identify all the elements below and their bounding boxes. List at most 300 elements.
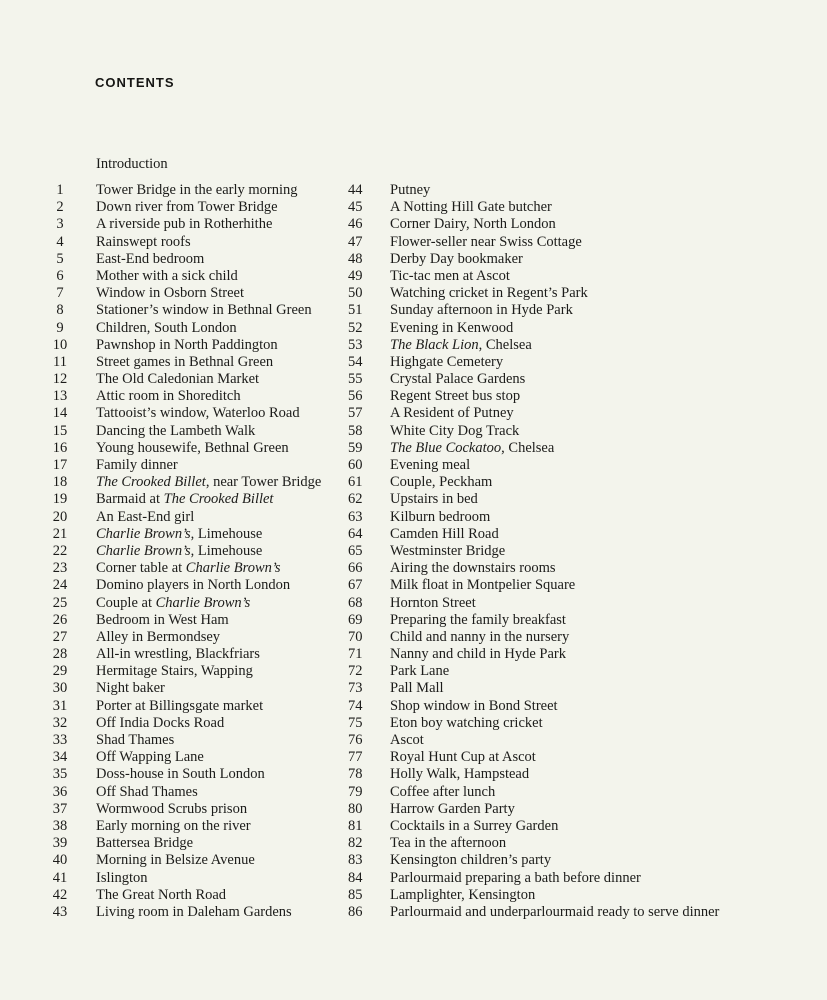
plate-number: 76 xyxy=(348,732,363,748)
plate-title xyxy=(80,835,193,852)
plate-title xyxy=(378,766,529,783)
contents-entry xyxy=(40,457,340,474)
plate-title xyxy=(378,388,520,405)
plate-title xyxy=(80,595,250,612)
plate-number: 75 xyxy=(348,714,363,731)
title-part: White City Dog Track xyxy=(390,422,520,439)
plate-number: 62 xyxy=(348,491,363,508)
contents-entry xyxy=(348,302,818,319)
plate-number: 59 xyxy=(348,439,363,456)
plate-title xyxy=(80,852,255,869)
contents-entry xyxy=(40,646,340,663)
plate-number: 44 xyxy=(348,182,363,198)
plate-number: 30 xyxy=(52,680,68,697)
plate-number: 35 xyxy=(52,766,68,783)
plate-number: 64 xyxy=(348,525,363,542)
plate-number: 49 xyxy=(348,267,363,284)
plate-title xyxy=(378,302,573,319)
plate-title xyxy=(378,440,554,457)
plate-title xyxy=(378,285,588,302)
contents-entry xyxy=(40,268,340,285)
title-part: Mother with a sick child xyxy=(96,267,238,284)
plate-number: 20 xyxy=(52,508,68,525)
contents-entry xyxy=(348,887,818,904)
title-part: All-in wrestling, Blackfriars xyxy=(96,646,260,663)
title-part: Pall Mall xyxy=(390,680,444,697)
plate-number: 29 xyxy=(52,663,68,680)
plate-number: 42 xyxy=(52,886,68,903)
plate-title xyxy=(80,887,226,904)
plate-number: 13 xyxy=(52,388,68,405)
plate-number: 4 xyxy=(56,233,64,250)
title-part: Tea in the afternoon xyxy=(390,835,507,852)
contents-entry xyxy=(40,491,340,508)
title-part: Park Lane xyxy=(390,663,450,680)
title-part: Off India Docks Road xyxy=(96,714,225,731)
plate-title xyxy=(80,732,174,749)
contents-heading: CONTENTS xyxy=(95,75,175,90)
plate-number: 41 xyxy=(52,869,68,886)
plate-number: 39 xyxy=(52,835,68,852)
plate-title xyxy=(80,629,220,646)
contents-entry xyxy=(348,388,818,405)
plate-title xyxy=(378,474,492,491)
contents-entry xyxy=(40,388,340,405)
contents-entry xyxy=(40,663,340,680)
title-part: Couple, Peckham xyxy=(390,474,493,491)
title-part: Upstairs in bed xyxy=(390,491,478,508)
plate-number: 17 xyxy=(52,457,68,473)
plate-title xyxy=(378,320,513,337)
plate-title xyxy=(378,509,490,526)
title-part: Bedroom in West Ham xyxy=(96,611,229,628)
plate-title xyxy=(80,715,224,732)
plate-title xyxy=(378,457,470,474)
plate-number: 54 xyxy=(348,353,363,370)
contents-entry xyxy=(348,268,818,285)
plate-number: 47 xyxy=(348,233,363,250)
contents-entry xyxy=(348,732,818,749)
plate-title xyxy=(378,801,515,818)
title-part: Pawnshop in North Paddington xyxy=(96,336,278,353)
plate-title xyxy=(378,182,430,199)
plate-title xyxy=(378,543,505,560)
plate-title xyxy=(378,612,566,629)
plate-title xyxy=(80,285,244,302)
contents-entry xyxy=(348,234,818,251)
contents-entry xyxy=(40,595,340,612)
plate-title xyxy=(80,337,278,354)
contents-entry xyxy=(348,560,818,577)
plate-title xyxy=(80,216,272,233)
plate-number: 72 xyxy=(348,663,363,680)
plate-title xyxy=(378,835,506,852)
plate-title xyxy=(80,440,289,457)
plate-title xyxy=(378,268,510,285)
contents-entry xyxy=(348,715,818,732)
contents-entry xyxy=(40,337,340,354)
contents-entry xyxy=(40,784,340,801)
plate-number: 58 xyxy=(348,422,363,439)
plate-number: 21 xyxy=(52,525,68,542)
italic-title-part: The Crooked Billet xyxy=(96,474,206,491)
plate-number: 45 xyxy=(348,199,363,216)
plate-title xyxy=(80,388,241,405)
contents-entry xyxy=(348,766,818,783)
plate-title xyxy=(80,405,300,422)
title-part: Battersea Bridge xyxy=(96,835,194,852)
plate-title xyxy=(378,818,558,835)
title-part: Derby Day bookmaker xyxy=(390,250,523,267)
contents-entry xyxy=(348,199,818,216)
plate-number: 31 xyxy=(52,697,68,714)
italic-title-part: Charlie Brown’s xyxy=(155,594,251,611)
contents-entry xyxy=(348,749,818,766)
contents-entry xyxy=(348,320,818,337)
plate-title xyxy=(80,543,262,560)
plate-title xyxy=(378,852,551,869)
contents-entry xyxy=(348,835,818,852)
plate-number: 28 xyxy=(52,646,68,663)
title-part: Coffee after lunch xyxy=(390,783,496,800)
plate-number: 9 xyxy=(56,319,64,336)
title-part: Ascot xyxy=(390,732,424,748)
plate-title xyxy=(378,784,495,801)
contents-entry xyxy=(348,852,818,869)
plate-number: 52 xyxy=(348,319,363,336)
contents-entry xyxy=(40,698,340,715)
plate-number: 5 xyxy=(56,250,64,267)
title-part: Westminster Bridge xyxy=(390,542,506,559)
plate-number: 43 xyxy=(52,903,68,920)
plate-title xyxy=(80,182,298,199)
plate-number: 80 xyxy=(348,800,363,817)
title-part: Tic-tac men at Ascot xyxy=(390,267,510,284)
contents-entry xyxy=(348,526,818,543)
contents-entry xyxy=(40,234,340,251)
title-part: Parlourmaid and underparlourmaid ready to serve dinner xyxy=(390,903,720,920)
title-part: Couple at xyxy=(96,594,156,611)
title-part: Crystal Palace Gardens xyxy=(390,371,526,388)
title-part: Children, South London xyxy=(96,319,237,336)
plate-title xyxy=(80,698,263,715)
plate-number: 18 xyxy=(52,474,68,491)
contents-entry xyxy=(348,646,818,663)
plate-number: 22 xyxy=(52,542,68,559)
title-part: , Limehouse xyxy=(190,525,263,542)
plate-title xyxy=(80,320,237,337)
plate-title xyxy=(378,337,532,354)
plate-number: 84 xyxy=(348,869,363,886)
plate-number: 57 xyxy=(348,405,363,422)
title-part: Young housewife, Bethnal Green xyxy=(96,439,289,456)
contents-entry xyxy=(40,732,340,749)
plate-title xyxy=(378,870,641,887)
contents-entry xyxy=(40,801,340,818)
title-part: Harrow Garden Party xyxy=(390,800,515,817)
contents-entry xyxy=(40,474,340,491)
plate-number: 53 xyxy=(348,336,363,353)
contents-entry xyxy=(40,818,340,835)
plate-number: 26 xyxy=(52,611,68,628)
title-part: Airing the downstairs rooms xyxy=(390,560,556,577)
italic-title-part: Charlie Brown’s xyxy=(185,560,281,577)
plate-number: 71 xyxy=(348,646,363,663)
contents-entry xyxy=(40,320,340,337)
title-part: Royal Hunt Cup at Ascot xyxy=(390,749,536,766)
plate-title xyxy=(80,663,253,680)
contents-entry xyxy=(40,870,340,887)
plate-title xyxy=(80,457,178,474)
plate-title xyxy=(80,560,280,577)
title-part: Sunday afternoon in Hyde Park xyxy=(390,302,573,319)
plate-title xyxy=(80,268,238,285)
title-part: Tattooist’s window, Waterloo Road xyxy=(96,405,300,422)
title-part: Evening in Kenwood xyxy=(390,319,514,336)
contents-entry xyxy=(40,405,340,422)
plate-title xyxy=(378,715,543,732)
contents-entry xyxy=(40,577,340,594)
contents-entry xyxy=(348,870,818,887)
italic-title-part: The Crooked Billet xyxy=(163,491,274,508)
plate-title xyxy=(80,766,265,783)
plate-number: 36 xyxy=(52,783,68,800)
title-part: Porter at Billingsgate market xyxy=(96,697,264,714)
title-part: The Great North Road xyxy=(96,886,227,903)
title-part: Hornton Street xyxy=(390,594,476,611)
plate-title xyxy=(80,784,198,801)
plate-title xyxy=(80,371,259,388)
plate-number: 46 xyxy=(348,216,363,233)
title-part: Islington xyxy=(96,869,148,886)
plate-number: 48 xyxy=(348,250,363,267)
contents-entry xyxy=(348,698,818,715)
plate-title xyxy=(80,577,290,594)
title-part: Domino players in North London xyxy=(96,577,291,594)
title-part: Barmaid at xyxy=(96,491,164,508)
plate-number: 55 xyxy=(348,371,363,388)
contents-entry xyxy=(40,423,340,440)
title-part: Morning in Belsize Avenue xyxy=(96,852,255,869)
plate-title xyxy=(378,663,449,680)
plate-number: 25 xyxy=(52,594,68,611)
contents-entry xyxy=(40,199,340,216)
contents-entry xyxy=(40,612,340,629)
title-part: Flower-seller near Swiss Cottage xyxy=(390,233,582,250)
title-part: Shop window in Bond Street xyxy=(390,697,558,714)
contents-entry xyxy=(40,182,340,199)
plate-title xyxy=(80,199,278,216)
contents-entry xyxy=(40,371,340,388)
plate-title xyxy=(378,560,556,577)
plate-number: 7 xyxy=(56,285,64,302)
plate-title xyxy=(378,405,514,422)
plate-title xyxy=(378,595,476,612)
contents-entry xyxy=(348,818,818,835)
plate-title xyxy=(80,474,321,491)
title-part: , Limehouse xyxy=(190,542,263,559)
title-part: A riverside pub in Rotherhithe xyxy=(96,216,273,233)
plate-number: 51 xyxy=(348,302,363,319)
contents-list-left xyxy=(40,182,340,921)
contents-entry xyxy=(348,612,818,629)
plate-title xyxy=(378,629,569,646)
plate-number: 10 xyxy=(52,336,68,353)
contents-entry xyxy=(348,629,818,646)
italic-title-part: Charlie Brown’s xyxy=(96,525,191,542)
plate-number: 1 xyxy=(56,182,64,198)
title-part: , Chelsea xyxy=(501,439,555,456)
plate-number: 85 xyxy=(348,886,363,903)
title-part: Stationer’s window in Bethnal Green xyxy=(96,302,312,319)
title-part: Corner table at xyxy=(96,560,186,577)
contents-entry xyxy=(348,595,818,612)
plate-title xyxy=(80,509,194,526)
contents-entry xyxy=(40,526,340,543)
title-part: , Chelsea xyxy=(478,336,532,353)
title-part: Window in Osborn Street xyxy=(96,285,245,302)
italic-title-part: The Black Lion xyxy=(390,336,479,353)
contents-entry xyxy=(348,457,818,474)
plate-number: 74 xyxy=(348,697,363,714)
plate-title xyxy=(378,371,525,388)
plate-title xyxy=(80,818,251,835)
plate-title xyxy=(378,904,719,921)
contents-entry xyxy=(348,784,818,801)
plate-number: 81 xyxy=(348,817,363,834)
plate-number: 38 xyxy=(52,817,68,834)
title-part: Nanny and child in Hyde Park xyxy=(390,646,566,663)
plate-title xyxy=(378,354,503,371)
plate-number: 19 xyxy=(52,491,68,508)
plate-number: 24 xyxy=(52,577,68,594)
contents-entry xyxy=(40,835,340,852)
title-part: Rainswept roofs xyxy=(96,233,191,250)
contents-entry xyxy=(40,216,340,233)
contents-entry xyxy=(348,801,818,818)
plate-title xyxy=(80,491,273,508)
plate-title xyxy=(80,904,292,921)
plate-number: 50 xyxy=(348,285,363,302)
title-part: Lamplighter, Kensington xyxy=(390,886,536,903)
title-part: Kensington children’s party xyxy=(390,852,552,869)
plate-number: 78 xyxy=(348,766,363,783)
plate-title xyxy=(378,423,519,440)
contents-entry xyxy=(348,577,818,594)
plate-number: 70 xyxy=(348,628,363,645)
plate-number: 14 xyxy=(52,405,68,422)
plate-title xyxy=(378,526,499,543)
plate-number: 86 xyxy=(348,903,363,920)
contents-entry xyxy=(348,423,818,440)
title-part: Evening meal xyxy=(390,457,471,473)
title-part: Alley in Bermondsey xyxy=(96,628,221,645)
plate-number: 6 xyxy=(56,267,64,284)
contents-entry xyxy=(40,766,340,783)
plate-title xyxy=(80,302,312,319)
plate-title xyxy=(80,612,229,629)
italic-title-part: The Blue Cockatoo xyxy=(390,439,502,456)
title-part: Living room in Daleham Gardens xyxy=(96,903,292,920)
contents-entry xyxy=(348,680,818,697)
title-part: Down river from Tower Bridge xyxy=(96,199,278,216)
title-part: Wormwood Scrubs prison xyxy=(96,800,248,817)
contents-entry xyxy=(348,543,818,560)
plate-title xyxy=(80,423,255,440)
plate-title xyxy=(80,870,148,887)
contents-entry xyxy=(40,440,340,457)
title-part: Street games in Bethnal Green xyxy=(96,353,274,370)
contents-entry xyxy=(40,251,340,268)
plate-number: 69 xyxy=(348,611,363,628)
title-part: Hermitage Stairs, Wapping xyxy=(96,663,253,680)
title-part: Kilburn bedroom xyxy=(390,508,491,525)
contents-entry xyxy=(40,715,340,732)
contents-entry xyxy=(40,302,340,319)
contents-entry xyxy=(348,405,818,422)
contents-list-right xyxy=(348,182,818,921)
plate-number: 79 xyxy=(348,783,363,800)
plate-number: 2 xyxy=(56,199,64,216)
title-part: Early morning on the river xyxy=(96,817,251,834)
contents-entry xyxy=(40,904,340,921)
title-part: Attic room in Shoreditch xyxy=(96,388,241,405)
contents-entry xyxy=(40,887,340,904)
title-part: Watching cricket in Regent’s Park xyxy=(390,285,588,302)
title-part: The Old Caledonian Market xyxy=(96,371,260,388)
contents-entry xyxy=(348,337,818,354)
contents-entry xyxy=(40,629,340,646)
plate-title xyxy=(80,680,165,697)
plate-title xyxy=(80,234,191,251)
title-part: Night baker xyxy=(96,680,165,697)
plate-title xyxy=(378,732,424,749)
title-part: Putney xyxy=(390,182,431,198)
contents-entry xyxy=(348,371,818,388)
plate-title xyxy=(378,577,575,594)
contents-entry xyxy=(348,491,818,508)
title-part: Regent Street bus stop xyxy=(390,388,521,405)
plate-number: 32 xyxy=(52,714,68,731)
italic-title-part: Charlie Brown’s xyxy=(96,542,191,559)
plate-number: 23 xyxy=(52,560,68,577)
plate-title xyxy=(378,887,535,904)
title-part: Doss-house in South London xyxy=(96,766,265,783)
title-part: Dancing the Lambeth Walk xyxy=(96,422,256,439)
plate-number: 33 xyxy=(52,732,68,748)
plate-number: 37 xyxy=(52,800,68,817)
contents-entry xyxy=(348,440,818,457)
title-part: Child and nanny in the nursery xyxy=(390,628,570,645)
plate-title xyxy=(378,234,582,251)
plate-number: 82 xyxy=(348,835,363,852)
contents-entry xyxy=(40,509,340,526)
contents-entry xyxy=(40,560,340,577)
plate-title xyxy=(378,251,523,268)
contents-entry xyxy=(348,354,818,371)
title-part: Family dinner xyxy=(96,457,178,473)
contents-entry xyxy=(40,680,340,697)
title-part: Camden Hill Road xyxy=(390,525,499,542)
plate-number: 83 xyxy=(348,852,363,869)
contents-entry xyxy=(40,852,340,869)
title-part: Off Wapping Lane xyxy=(96,749,204,766)
plate-number: 67 xyxy=(348,577,363,594)
plate-number: 34 xyxy=(52,749,68,766)
title-part: Corner Dairy, North London xyxy=(390,216,556,233)
plate-title xyxy=(80,749,204,766)
contents-entry xyxy=(348,663,818,680)
